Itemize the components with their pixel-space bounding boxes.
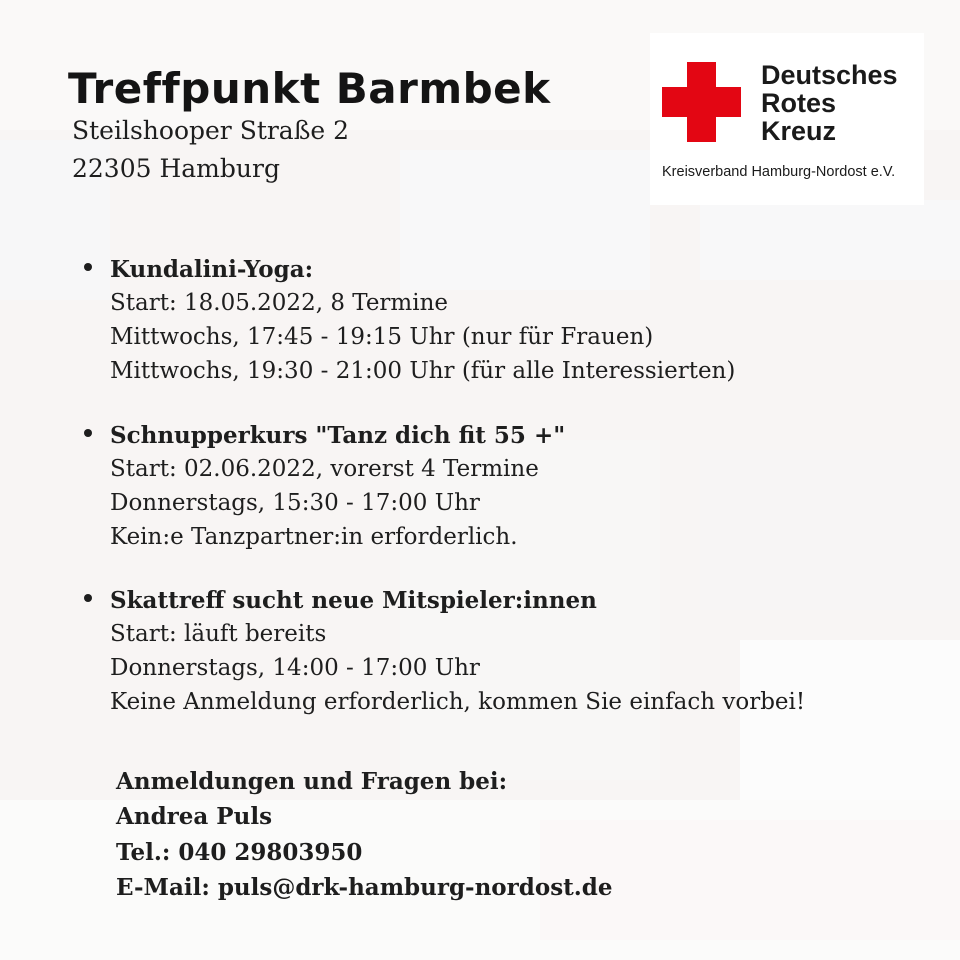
logo-text-line1: Deutsches <box>761 60 898 90</box>
course-heading: Kundalini-Yoga: <box>110 256 314 283</box>
address-street: Steilshooper Straße 2 <box>72 116 350 145</box>
course-line: Donnerstags, 14:00 - 17:00 Uhr <box>110 655 480 681</box>
course-line: Donnerstags, 15:30 - 17:00 Uhr <box>110 490 480 516</box>
course-line: Start: 18.05.2022, 8 Termine <box>110 290 449 316</box>
logo-text-line2: Rotes <box>761 88 837 118</box>
course-heading: Skattreff sucht neue Mitspieler:innen <box>110 587 597 614</box>
address-city: 22305 Hamburg <box>72 154 280 183</box>
contact-email: E-Mail: puls@drk-hamburg-nordost.de <box>116 874 613 901</box>
course-line: Kein:e Tanzpartner:in erforderlich. <box>110 524 518 550</box>
bullet-icon <box>84 429 92 437</box>
contact-name: Andrea Puls <box>116 803 273 830</box>
course-line: Start: läuft bereits <box>110 621 327 647</box>
bullet-icon <box>84 263 92 271</box>
contact-phone: Tel.: 040 29803950 <box>116 839 363 866</box>
red-cross-icon-bar <box>662 87 741 117</box>
page-title: Treffpunkt Barmbek <box>68 64 551 113</box>
course-line: Mittwochs, 19:30 - 21:00 Uhr (für alle Interessierten) <box>110 358 736 384</box>
contact-intro: Anmeldungen und Fragen bei: <box>116 768 508 795</box>
course-line: Start: 02.06.2022, vorerst 4 Termine <box>110 456 539 482</box>
course-heading: Schnupperkurs "Tanz dich fit 55 +" <box>110 422 566 449</box>
logo-text-line3: Kreuz <box>761 116 837 146</box>
bullet-icon <box>84 594 92 602</box>
logo-subtitle: Kreisverband Hamburg-Nordost e.V. <box>662 164 896 180</box>
course-line: Mittwochs, 17:45 - 19:15 Uhr (nur für Frauen) <box>110 324 654 350</box>
course-line: Keine Anmeldung erforderlich, kommen Sie einfach vorbei! <box>110 689 806 715</box>
